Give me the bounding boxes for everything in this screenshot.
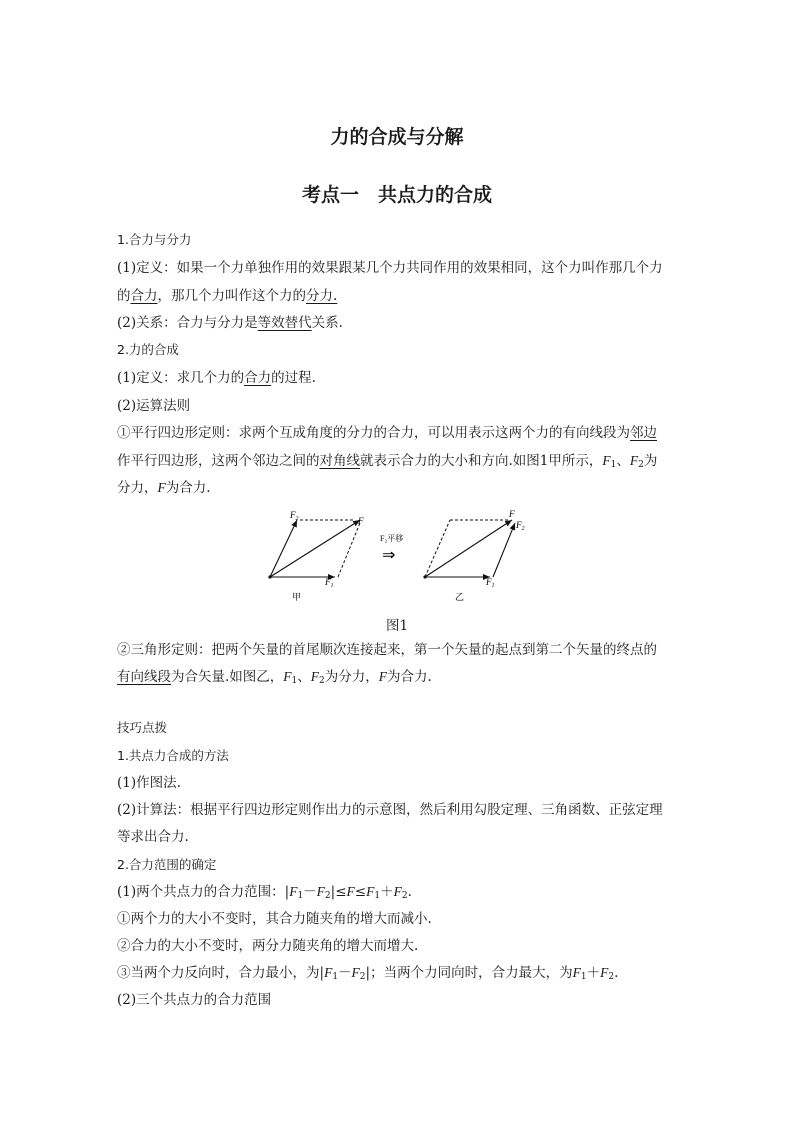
page-title: 力的合成与分解 <box>330 126 464 148</box>
paragraph-line: (2)关系：合力与分力是等效替代关系. <box>117 315 343 331</box>
paragraph-line: ③当两个力反向时，合力最小，为$|F_1-F_2|$；当两个力同向时，合力最大，为$F_1+F_2$. <box>117 965 619 982</box>
svg-text:F: F <box>509 509 515 519</box>
paragraph-line: (2)计算法：根据平行四边形定则作出力的示意图，然后利用勾股定理、三角函数、正弦定理 <box>117 802 663 818</box>
paragraph-line: (1)作图法. <box>117 775 181 791</box>
paragraph-line: 等求出合力. <box>117 829 189 845</box>
svg-text:F₂平移: F₂平移 <box>380 534 404 543</box>
figure-caption: 图1 <box>385 618 409 634</box>
figure-1 <box>260 505 540 610</box>
translation-arrow <box>380 533 403 564</box>
triangle-diagram-right <box>423 509 524 602</box>
paragraph-line: (2)运算法则 <box>117 398 191 414</box>
paragraph-line: 作平行四边形，这两个邻边之间的对角线就表示合力的大小和方向.如图1甲所示，$F_1$、$F_2$为 <box>117 453 658 470</box>
heading-tip-1: 1.共点力合成的方法 <box>117 748 229 763</box>
svg-text:⇒: ⇒ <box>382 547 396 564</box>
paragraph-line: 分力，F为合力. <box>117 480 211 496</box>
paragraph-line: ①平行四边形定则：求两个互成角度的分力的合力，可以用表示这两个力的有向线段为邻边 <box>117 425 657 441</box>
paragraph-line: 有向线段为合矢量.如图乙，$F_1$、$F_2$为分力，F为合力. <box>117 669 432 686</box>
svg-text:F: F <box>358 516 364 526</box>
paragraph-line: (1)定义：求几个力的合力的过程. <box>117 370 316 386</box>
heading-1: 1.合力与分力 <box>117 232 192 247</box>
paragraph-line: ①两个力的大小不变时，其合力随夹角的增大而减小. <box>117 911 432 927</box>
svg-text:F1: $F_1$ <box>325 577 334 589</box>
heading-tip-2: 2.合力范围的确定 <box>117 857 217 872</box>
tips-heading: 技巧点拨 <box>117 720 168 735</box>
svg-text:F2: $F_2$ <box>290 510 299 522</box>
section-title: 考点一 共点力的合成 <box>301 184 492 206</box>
paragraph-line: ②合力的大小不变时，两分力随夹角的增大而增大. <box>117 938 419 954</box>
label-yi: 乙 <box>455 592 465 602</box>
label-jia: 甲 <box>292 592 302 602</box>
svg-text:F1: $F_1$ <box>486 577 495 589</box>
parallelogram-diagram-left <box>268 510 364 602</box>
paragraph-line: (1)定义：如果一个力单独作用的效果跟某几个力共同作用的效果相同，这个力叫作那几个力 <box>117 260 663 276</box>
paragraph-line: (2)三个共点力的合力范围 <box>117 992 272 1008</box>
paragraph-line: (1)两个共点力的合力范围：$|F_1-F_2|\le F\le F_1+F_2$. <box>117 884 412 901</box>
svg-text:F2: $F_2$ <box>516 520 525 532</box>
heading-2: 2.力的合成 <box>117 342 179 357</box>
paragraph-line: 的合力，那几个力叫作这个力的分力. <box>117 288 338 304</box>
paragraph-line: ②三角形定则：把两个矢量的首尾顺次连接起来，第一个矢量的起点到第二个矢量的终点的 <box>117 642 657 658</box>
